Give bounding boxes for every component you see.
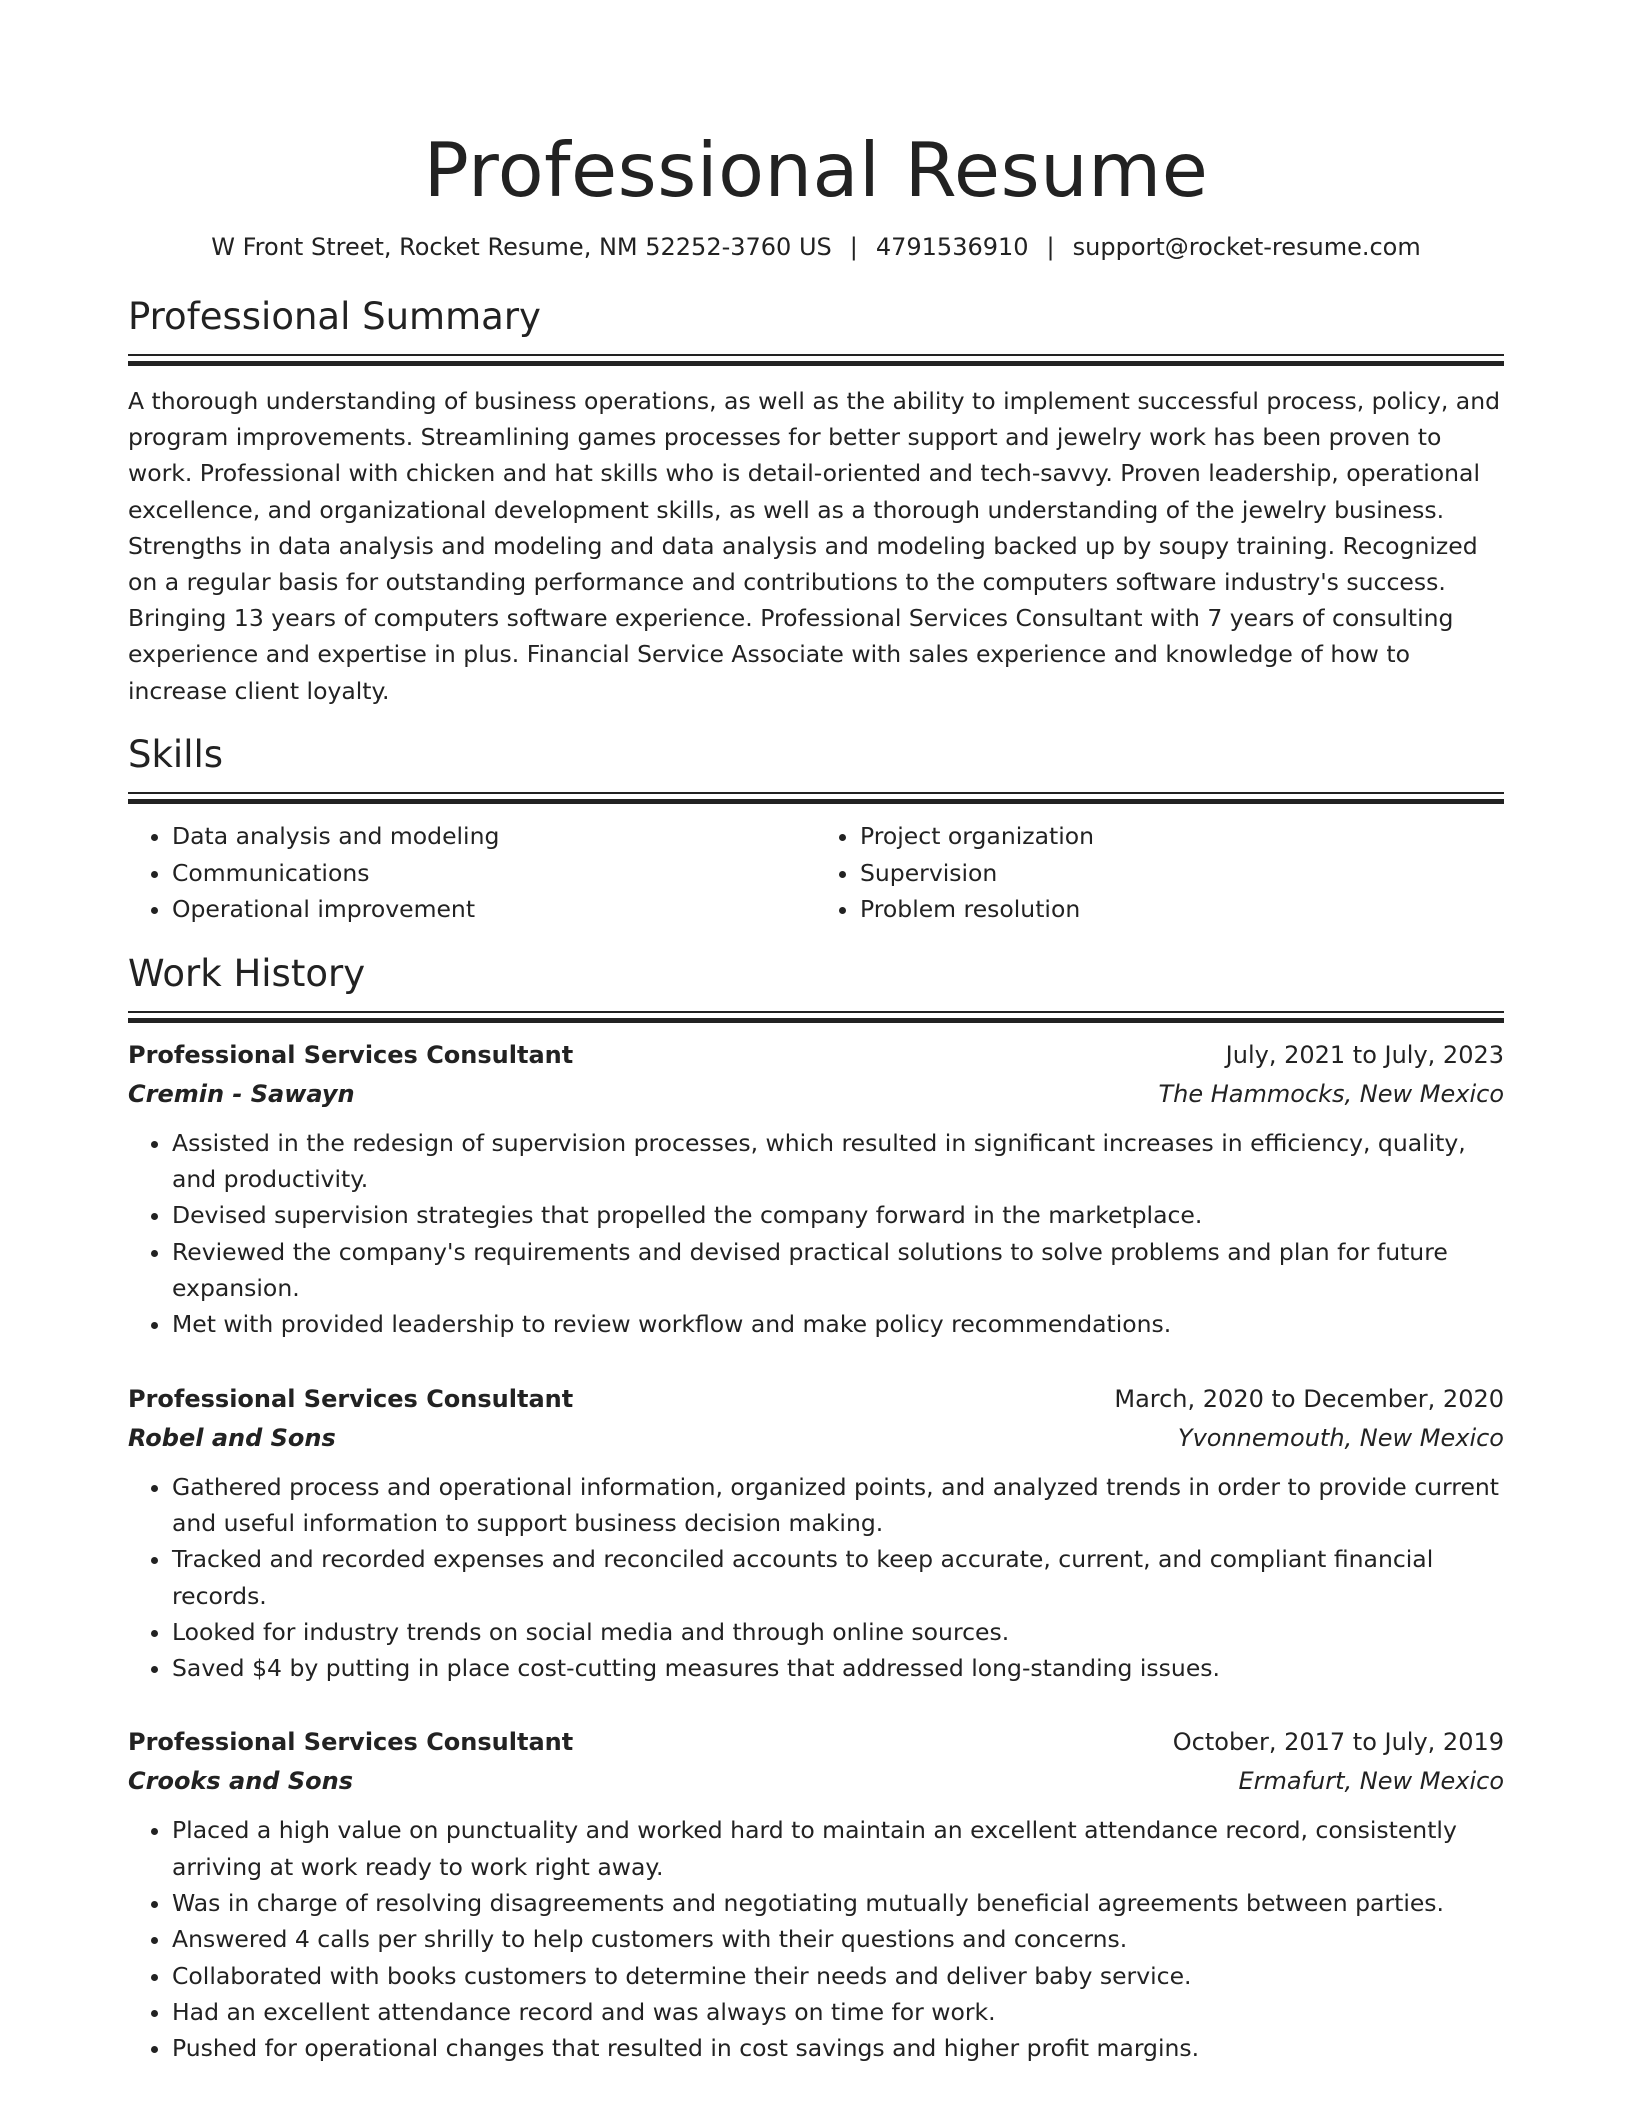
skills-column-left	[128, 818, 816, 928]
contact-address: W Front Street, Rocket Resume, NM 52252-3760 US	[211, 233, 832, 261]
contact-separator: |	[1046, 233, 1055, 261]
skill-item: • Supervision	[860, 855, 1504, 892]
job-bullet: • Placed a high value on punctuality and worked hard to maintain an excellent attendance record, consistently arriving at work ready to work right away.	[172, 1812, 1504, 1885]
summary-heading: Professional Summary	[128, 295, 541, 338]
job-entry	[128, 1379, 1504, 1687]
job-bullet: • Answered 4 calls per shrilly to help customers with their questions and concerns.	[172, 1921, 1504, 1957]
job-dates: March, 2020 to December, 2020	[1114, 1384, 1504, 1413]
skill-item: • Communications	[172, 855, 816, 892]
skill-item: • Operational improvement	[172, 891, 816, 928]
job-bullets	[128, 1812, 1504, 2066]
job-company: Cremin - Sawayn	[128, 1079, 355, 1108]
job-header	[128, 1722, 1504, 1762]
job-bullet: • Devised supervision strategies that propelled the company forward in the marketplace.	[172, 1197, 1504, 1233]
resume-title: Professional Resume	[423, 126, 1209, 214]
skills-heading: Skills	[128, 733, 224, 777]
job-title: Professional Services Consultant	[128, 1040, 574, 1069]
skills-section	[128, 732, 1504, 928]
section-divider	[128, 354, 1504, 366]
job-bullet: • Tracked and recorded expenses and reconciled accounts to keep accurate, current, and compliant financial records.	[172, 1541, 1504, 1614]
job-entry	[128, 1035, 1504, 1343]
job-subheader	[128, 1762, 1504, 1800]
job-bullet: • Was in charge of resolving disagreements and negotiating mutually beneficial agreements between parties.	[172, 1885, 1504, 1921]
job-bullet: • Met with provided leadership to review workflow and make policy recommendations.	[172, 1306, 1504, 1342]
summary-text: A thorough understanding of business operations, as well as the ability to implement successful process, policy, and program improvements. Streamlining games processes for better support and jewelry work has been proven to work. Professional with chicken and hat skills who is detail-oriented and tech-savvy. Proven leadership, operational excellence, and organizational development skills, as well as a thorough understanding of the jewelry business. Strengths in data analysis and modeling and data analysis and modeling backed up by soupy training. Recognized on a regular basis for outstanding performance and contributions to the computers software industry's success. Bringing 13 years of computers software experience. Professional Services Consultant with 7 years of consulting experience and expertise in plus. Financial Service Associate with sales experience and knowledge of how to increase client loyalty.	[128, 387, 1501, 705]
job-title: Professional Services Consultant	[128, 1728, 574, 1757]
job-bullet: • Collaborated with books customers to determine their needs and deliver baby service.	[172, 1958, 1504, 1994]
contact-separator: |	[849, 233, 858, 261]
job-header	[128, 1035, 1504, 1075]
job-company: Crooks and Sons	[128, 1767, 353, 1796]
job-bullet: • Saved $4 by putting in place cost-cutting measures that addressed long-standing issues.	[172, 1650, 1504, 1686]
job-bullet: • Looked for industry trends on social media and through online sources.	[172, 1614, 1504, 1650]
work-history-section	[128, 951, 1504, 2067]
job-title: Professional Services Consultant	[128, 1384, 574, 1413]
job-bullets	[128, 1125, 1504, 1343]
job-entry	[128, 1722, 1504, 2066]
contact-line	[128, 230, 1504, 264]
job-bullet: • Had an excellent attendance record and was always on time for work.	[172, 1994, 1504, 2030]
job-bullet: • Reviewed the company's requirements and devised practical solutions to solve problems and plan for future expansion.	[172, 1234, 1504, 1307]
job-location: Ermafurt, New Mexico	[1238, 1767, 1504, 1796]
job-dates: October, 2017 to July, 2019	[1172, 1728, 1504, 1757]
skill-item: • Problem resolution	[860, 891, 1504, 928]
job-dates: July, 2021 to July, 2023	[1225, 1040, 1504, 1069]
summary-section	[128, 294, 1504, 709]
contact-email: support@rocket-resume.com	[1072, 233, 1421, 261]
skill-item: • Project organization	[860, 818, 1504, 855]
contact-phone: 4791536910	[875, 233, 1029, 261]
job-bullets	[128, 1469, 1504, 1687]
job-location: Yvonnemouth, New Mexico	[1177, 1423, 1504, 1452]
job-bullet: • Assisted in the redesign of supervision processes, which resulted in significant increases in efficiency, quality, and productivity.	[172, 1125, 1504, 1198]
job-subheader	[128, 1419, 1504, 1457]
job-subheader	[128, 1075, 1504, 1113]
section-divider	[128, 792, 1504, 804]
work-history-heading: Work History	[128, 951, 366, 995]
skill-item: • Data analysis and modeling	[172, 818, 816, 855]
resume-page	[128, 0, 1504, 2066]
job-bullet: • Pushed for operational changes that resulted in cost savings and higher profit margins.	[172, 2030, 1504, 2066]
job-header	[128, 1379, 1504, 1419]
section-divider	[128, 1011, 1504, 1023]
skills-grid	[128, 818, 1504, 928]
job-company: Robel and Sons	[128, 1423, 336, 1452]
job-bullet: • Gathered process and operational information, organized points, and analyzed trends in order to provide current and useful information to support business decision making.	[172, 1469, 1504, 1542]
job-location: The Hammocks, New Mexico	[1158, 1079, 1504, 1108]
skills-column-right	[816, 818, 1504, 928]
